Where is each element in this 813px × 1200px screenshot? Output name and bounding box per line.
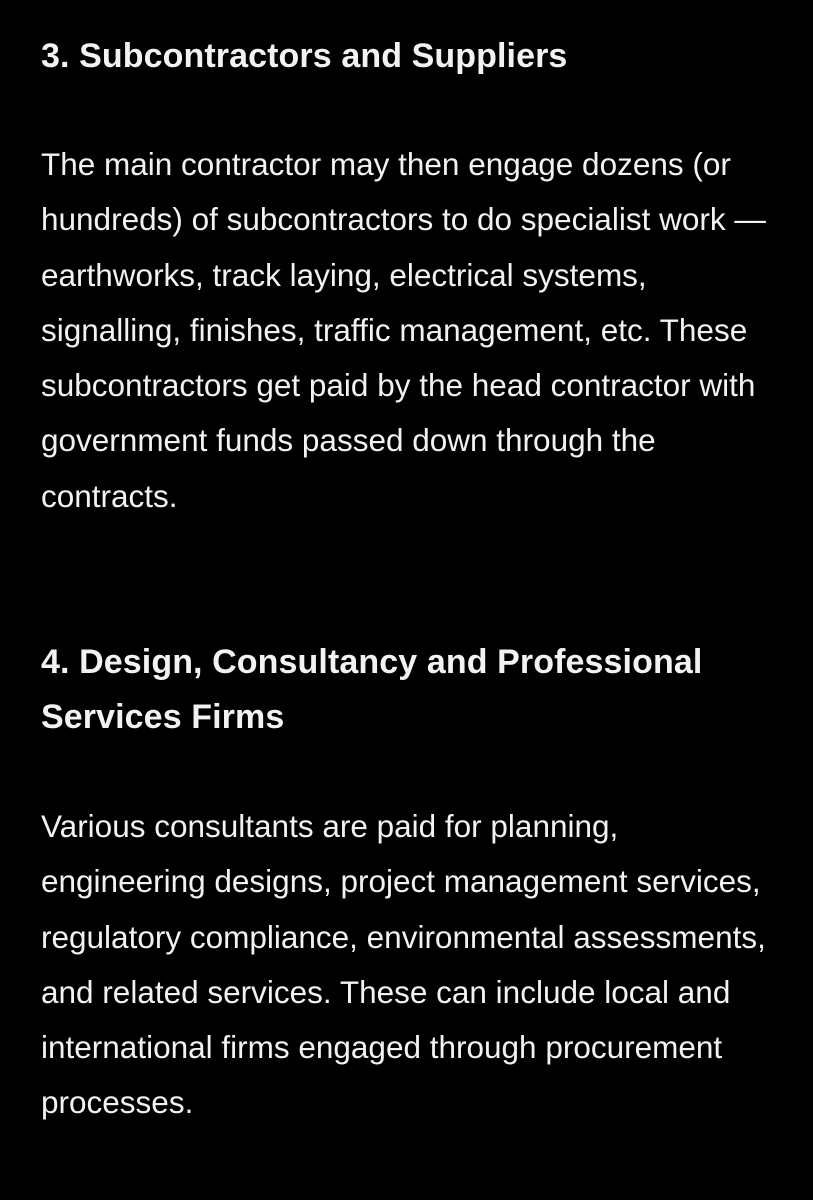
section-3-paragraph: The main contractor may then engage dozens (or hundreds) of subcontractors to do specialist work — earthworks, track laying, electrical systems, signalling, finishes, traffic management, etc. These subcontractors get paid by the head contractor with government funds passed down through the contracts.	[41, 146, 766, 514]
section-4-paragraph: Various consultants are paid for planning, engineering designs, project management services, regulatory compliance, environmental assessments, and related services. These can include local and international firms engaged through procurement processes.	[41, 808, 766, 1121]
section-4-heading: 4. Design, Consultancy and Professional Services Firms	[41, 643, 703, 736]
section-3-heading: 3. Subcontractors and Suppliers	[41, 37, 568, 75]
